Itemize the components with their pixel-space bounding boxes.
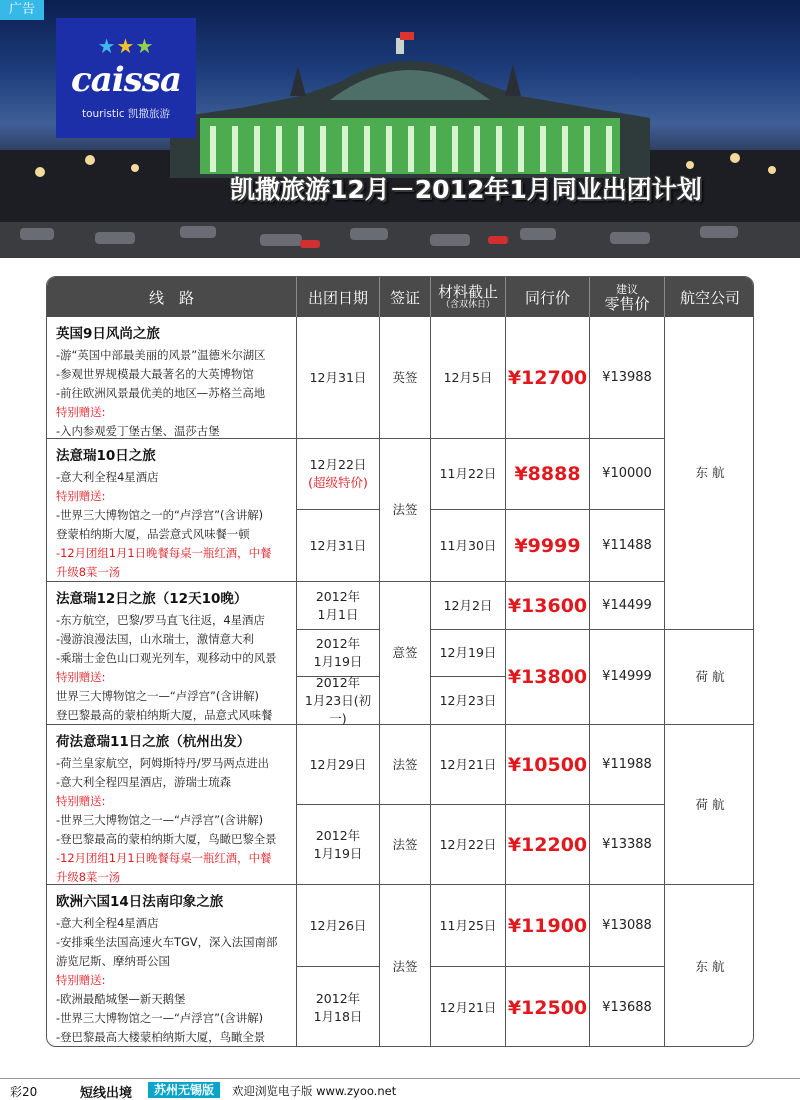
route-line: -登巴黎最高的蒙柏纳斯大厦，鸟瞰巴黎全景 <box>56 832 277 846</box>
visa-type: 意签 <box>380 582 431 725</box>
peer-price: ¥13600 <box>506 582 590 630</box>
route-line: -欧洲最酷城堡—新天鹅堡 <box>56 992 186 1006</box>
route-line: -意大利全程4星酒店 <box>56 916 159 930</box>
depart-year: 2012年 <box>315 636 361 651</box>
route-block <box>47 317 297 439</box>
route-line: -漫游浪漫法国，山水瑞士，激情意大利 <box>56 632 254 646</box>
schedule-table <box>46 276 754 1047</box>
route-line-highlight: 升级8菜一汤 <box>56 565 121 579</box>
retail-price: ¥13088 <box>590 885 665 967</box>
retail-price: ¥11988 <box>590 725 665 805</box>
retail-price: ¥11488 <box>590 510 665 582</box>
header-visa: 签证 <box>380 277 431 317</box>
page-footer <box>0 1078 800 1100</box>
depart-date-value: 12月22日 <box>309 457 367 472</box>
route-line: -入内参观爱丁堡古堡、温莎古堡 <box>56 424 220 438</box>
deadline-date: 12月19日 <box>431 630 506 677</box>
depart-year: 2012年 <box>315 588 361 604</box>
deadline-date: 11月25日 <box>431 885 506 967</box>
route-line: -东方航空，巴黎/罗马直飞往返，4星酒店 <box>56 613 265 627</box>
banner-title: 凯撒旅游12月－2012年1月同业出团计划 <box>230 175 702 204</box>
airline: 荷 航 <box>665 630 754 725</box>
deadline-date: 12月2日 <box>431 582 506 630</box>
route-line: -安排乘坐法国高速火车TGV，深入法国南部 <box>56 935 278 949</box>
banner <box>0 0 800 258</box>
depart-date: 12月26日 <box>297 885 380 967</box>
route-title: 法意瑞10日之旅 <box>56 448 156 464</box>
route-line: -意大利全程4星酒店 <box>56 470 159 484</box>
deadline-date: 12月21日 <box>431 967 506 1047</box>
header-route: 线 路 <box>47 277 297 317</box>
retail-price: ¥13688 <box>590 967 665 1047</box>
depart-date <box>297 582 380 630</box>
visa-type: 法签 <box>380 439 431 582</box>
page-number: 彩20 <box>10 1085 38 1099</box>
route-line: 登蒙柏纳斯大厦，品尝意式风味餐一顿 <box>56 527 250 541</box>
edition-badge: 苏州无锡版 <box>148 1082 220 1098</box>
route-line-highlight: -12月团组1月1日晚餐每桌一瓶红酒，中餐 <box>56 546 272 560</box>
depart-date: 12月29日 <box>297 725 380 805</box>
depart-day: 1月18日 <box>313 1008 363 1024</box>
route-line-highlight: -12月团组1月1日晚餐每桌一瓶红酒，中餐 <box>56 851 272 865</box>
route-special-label: 特别赠送: <box>56 973 106 987</box>
retail-price: ¥10000 <box>590 439 665 510</box>
route-line: -参观世界规模最大最著名的大英博物馆 <box>56 367 254 381</box>
ad-tag: 广告 <box>0 0 44 20</box>
depart-date: 12月31日 <box>297 317 380 439</box>
table-frame <box>46 276 754 1047</box>
route-special-label: 特别赠送: <box>56 405 106 419</box>
section-title: 短线出境 <box>80 1086 133 1100</box>
route-line: -乘瑞士金色山口观光列车，观移动中的风景 <box>56 651 277 665</box>
route-line: -游“英国中部最美丽的风景”温德米尔湖区 <box>56 348 266 362</box>
peer-price: ¥10500 <box>506 725 590 805</box>
depart-year: 2012年 <box>315 990 361 1006</box>
route-title: 欧洲六国14日法南印象之旅 <box>56 894 224 910</box>
logo-stars-icon: ★★★ <box>97 34 155 58</box>
header-retail-top: 建议 <box>615 282 638 296</box>
visa-type: 英签 <box>380 317 431 439</box>
airline: 东 航 <box>665 317 754 630</box>
peer-price: ¥12700 <box>506 317 590 439</box>
deadline-date: 12月5日 <box>431 317 506 439</box>
route-line: -世界三大博物馆之一的“卢浮宫”(含讲解) <box>56 508 264 522</box>
depart-year: 2012年 <box>315 674 361 690</box>
header-retail-label: 零售价 <box>604 294 650 313</box>
route-block <box>47 885 297 1047</box>
depart-date <box>297 674 380 726</box>
route-line: -前往欧洲风景最优美的地区—苏格兰高地 <box>56 386 266 400</box>
route-block <box>47 725 297 885</box>
retail-price: ¥14999 <box>590 630 665 725</box>
peer-price: ¥12200 <box>506 805 590 885</box>
peer-price: ¥12500 <box>506 967 590 1047</box>
airline: 荷 航 <box>665 725 754 885</box>
logo-subtitle: touristic 凯撒旅游 <box>81 108 171 120</box>
depart-day: 1月19日 <box>313 654 363 669</box>
header-deadline <box>431 277 506 317</box>
route-title: 英国9日风尚之旅 <box>56 326 160 342</box>
depart-day: 1月19日 <box>313 845 363 861</box>
header-deadline-label: 材料截止 <box>437 283 498 301</box>
visa-type: 法签 <box>380 725 431 805</box>
caissa-logo <box>56 18 196 138</box>
visa-type: 法签 <box>380 885 431 1047</box>
depart-date <box>297 630 380 677</box>
route-line: -世界三大博物馆之一—“卢浮宫”(含讲解) <box>56 1011 264 1025</box>
route-line: 世界三大博物馆之一—“卢浮宫”(含讲解) <box>56 689 259 703</box>
visa-type: 法签 <box>380 805 431 885</box>
header-depart: 出团日期 <box>297 277 380 317</box>
depart-year: 2012年 <box>315 827 361 843</box>
logo-wordmark: caissa <box>71 60 181 100</box>
deadline-date: 11月22日 <box>431 439 506 510</box>
table-header <box>47 277 754 317</box>
header-peer-price: 同行价 <box>506 277 590 317</box>
route-line: 游览尼斯、摩纳哥公国 <box>56 954 170 968</box>
website-link[interactable]: 欢迎浏览电子版 www.zyoo.net <box>232 1084 397 1098</box>
route-special-label: 特别赠送: <box>56 794 106 808</box>
route-line: -登巴黎最高大楼蒙柏纳斯大厦，鸟瞰全景 <box>56 1030 266 1044</box>
route-block <box>47 582 297 725</box>
route-line: -意大利全程四星酒店，游瑞士琉森 <box>56 775 231 789</box>
route-line-highlight: 升级8菜一汤 <box>56 870 121 884</box>
retail-price: ¥14499 <box>590 582 665 630</box>
deadline-date: 11月30日 <box>431 510 506 582</box>
deadline-date: 12月22日 <box>431 805 506 885</box>
peer-price: ¥9999 <box>506 510 590 582</box>
route-title: 法意瑞12日之旅（12天10晚） <box>56 591 248 607</box>
retail-price: ¥13388 <box>590 805 665 885</box>
depart-date <box>297 967 380 1047</box>
depart-day: 1月23日(初一) <box>304 692 372 726</box>
deadline-date: 12月21日 <box>431 725 506 805</box>
route-block <box>47 439 297 582</box>
header-airline: 航空公司 <box>679 288 740 307</box>
route-line: -荷兰皇家航空，阿姆斯特丹/罗马两点进出 <box>56 756 269 770</box>
header-deadline-note: （含双休日） <box>440 300 495 310</box>
depart-date <box>297 805 380 885</box>
route-line: -世界三大博物馆之一—“卢浮宫”(含讲解) <box>56 813 264 827</box>
depart-date: 12月31日 <box>297 510 380 582</box>
route-line: 登巴黎最高的蒙柏纳斯大厦，品意式风味餐 <box>56 708 273 722</box>
depart-day: 1月1日 <box>317 606 359 622</box>
peer-price: ¥11900 <box>506 885 590 967</box>
peer-price: ¥8888 <box>506 439 590 510</box>
airline: 东 航 <box>695 958 725 974</box>
deadline-date: 12月23日 <box>431 677 506 725</box>
peer-price: ¥13800 <box>506 630 590 725</box>
route-special-label: 特别赠送: <box>56 489 106 503</box>
retail-price: ¥13988 <box>590 317 665 439</box>
special-price-note: (超级特价) <box>308 475 368 490</box>
header-retail <box>590 277 665 317</box>
depart-date <box>297 439 380 510</box>
route-special-label: 特别赠送: <box>56 670 106 684</box>
route-title: 荷法意瑞11日之旅（杭州出发） <box>56 734 251 750</box>
